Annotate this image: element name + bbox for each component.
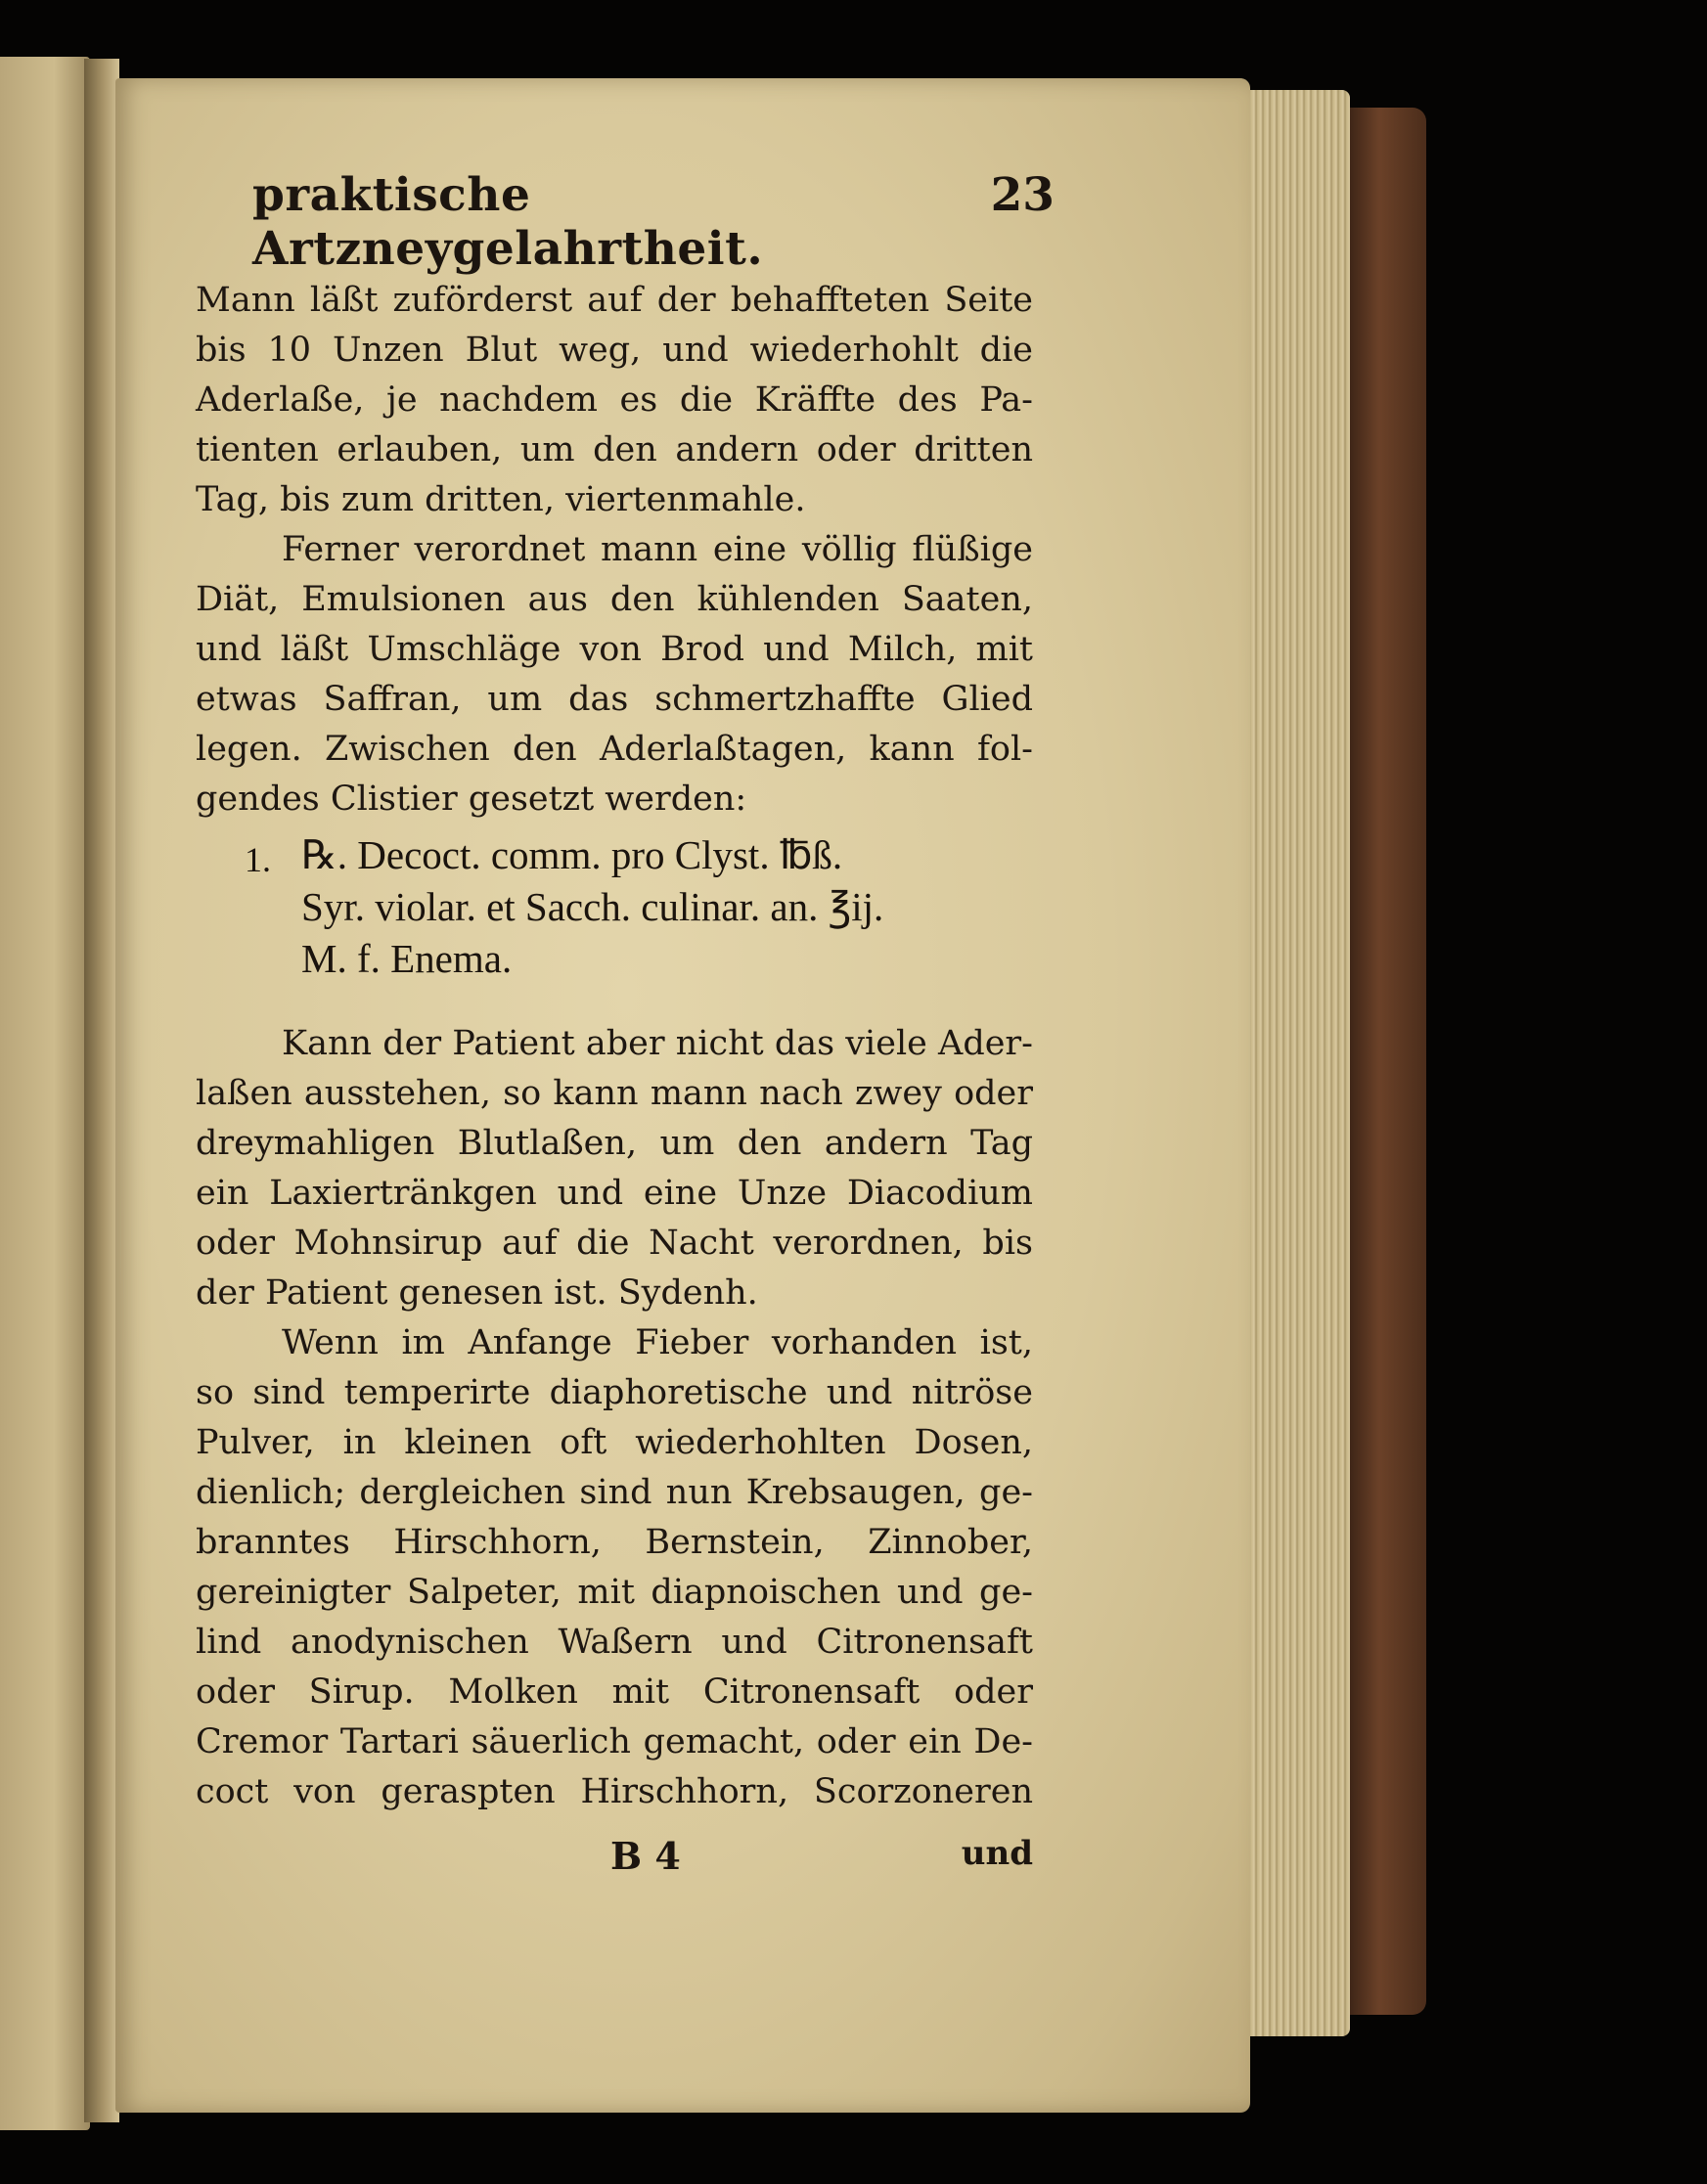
page-number: 23 [990,168,1055,222]
text-line: bis 10 Unzen Blut weg, und wiederhohlt die [196,331,1033,370]
text-line: lind anodynischen Waßern und Citronensaft [196,1623,1033,1662]
text-line: Diät, Emulsionen aus den kühlenden Saaten, [196,580,1033,619]
page-header [252,168,1055,276]
recipe-line: M. f. Enema. [301,936,513,981]
text-line: Wenn im Anfange Fieber vorhanden ist, [282,1323,1033,1362]
running-title: praktische Artzneygelahrtheit. [252,168,764,276]
text-line: und läßt Umschläge von Brod und Milch, mit [196,630,1033,669]
text-line: Kann der Patient aber nicht das viele Ader- [282,1024,1033,1063]
text-line: Cremor Tartari säuerlich gemacht, oder ein De- [196,1722,1033,1761]
text-line: Aderlaße, je nachdem es die Kräffte des Pa- [196,380,1033,420]
book-gutter [84,59,119,2122]
page-stack-edges [1244,90,1350,2036]
text-line: tienten erlauben, um den andern oder dritten [196,430,1033,469]
catchword: und [961,1834,1033,1873]
recipe-line: ℞. Decoct. comm. pro Clyst. ℔ß. [301,832,843,877]
text-line: Tag, bis zum dritten, viertenmahle. [196,480,806,519]
text-line: gereinigter Salpeter, mit diapnoischen und ge- [196,1573,1033,1612]
text-line: gendes Clistier gesetzt werden: [196,780,747,819]
text-line: etwas Saffran, um das schmertzhaffte Glied [196,680,1033,719]
text-line: legen. Zwischen den Aderlaßtagen, kann fol- [196,730,1033,769]
signature-mark: B 4 [610,1834,681,1878]
text-line: der Patient genesen ist. Sydenh. [196,1273,758,1313]
text-line: branntes Hirschhorn, Bernstein, Zinnober, [196,1523,1033,1562]
page-footer [196,1834,1033,1883]
previous-page-edge [0,57,90,2130]
text-line: Pulver, in kleinen oft wiederhohlten Dosen, [196,1423,1033,1462]
text-line: so sind temperirte diaphoretische und nitröse [196,1373,1033,1412]
text-line: oder Sirup. Molken mit Citronensaft oder [196,1672,1033,1712]
text-line: laßen ausstehen, so kann mann nach zwey oder [196,1074,1033,1113]
text-line: dienlich; dergleichen sind nun Krebsaugen, ge- [196,1473,1033,1512]
text-line: ein Laxiertränkgen und eine Unze Diacodium [196,1174,1033,1213]
text-line: Mann läßt zuförderst auf der behaffteten Seite [196,281,1033,320]
text-line: oder Mohnsirup auf die Nacht verordnen, bis [196,1224,1033,1263]
text-line: dreymahligen Blutlaßen, um den andern Tag [196,1124,1033,1163]
recipe-number: 1. [245,840,271,879]
text-line: Ferner verordnet mann eine völlig flüßige [282,530,1033,569]
book-cover-edge [1348,108,1426,2015]
recipe-line: Syr. violar. et Sacch. culinar. an. ℥ij. [301,884,884,929]
text-line: coct von geraspten Hirschhorn, Scorzoneren [196,1772,1033,1811]
